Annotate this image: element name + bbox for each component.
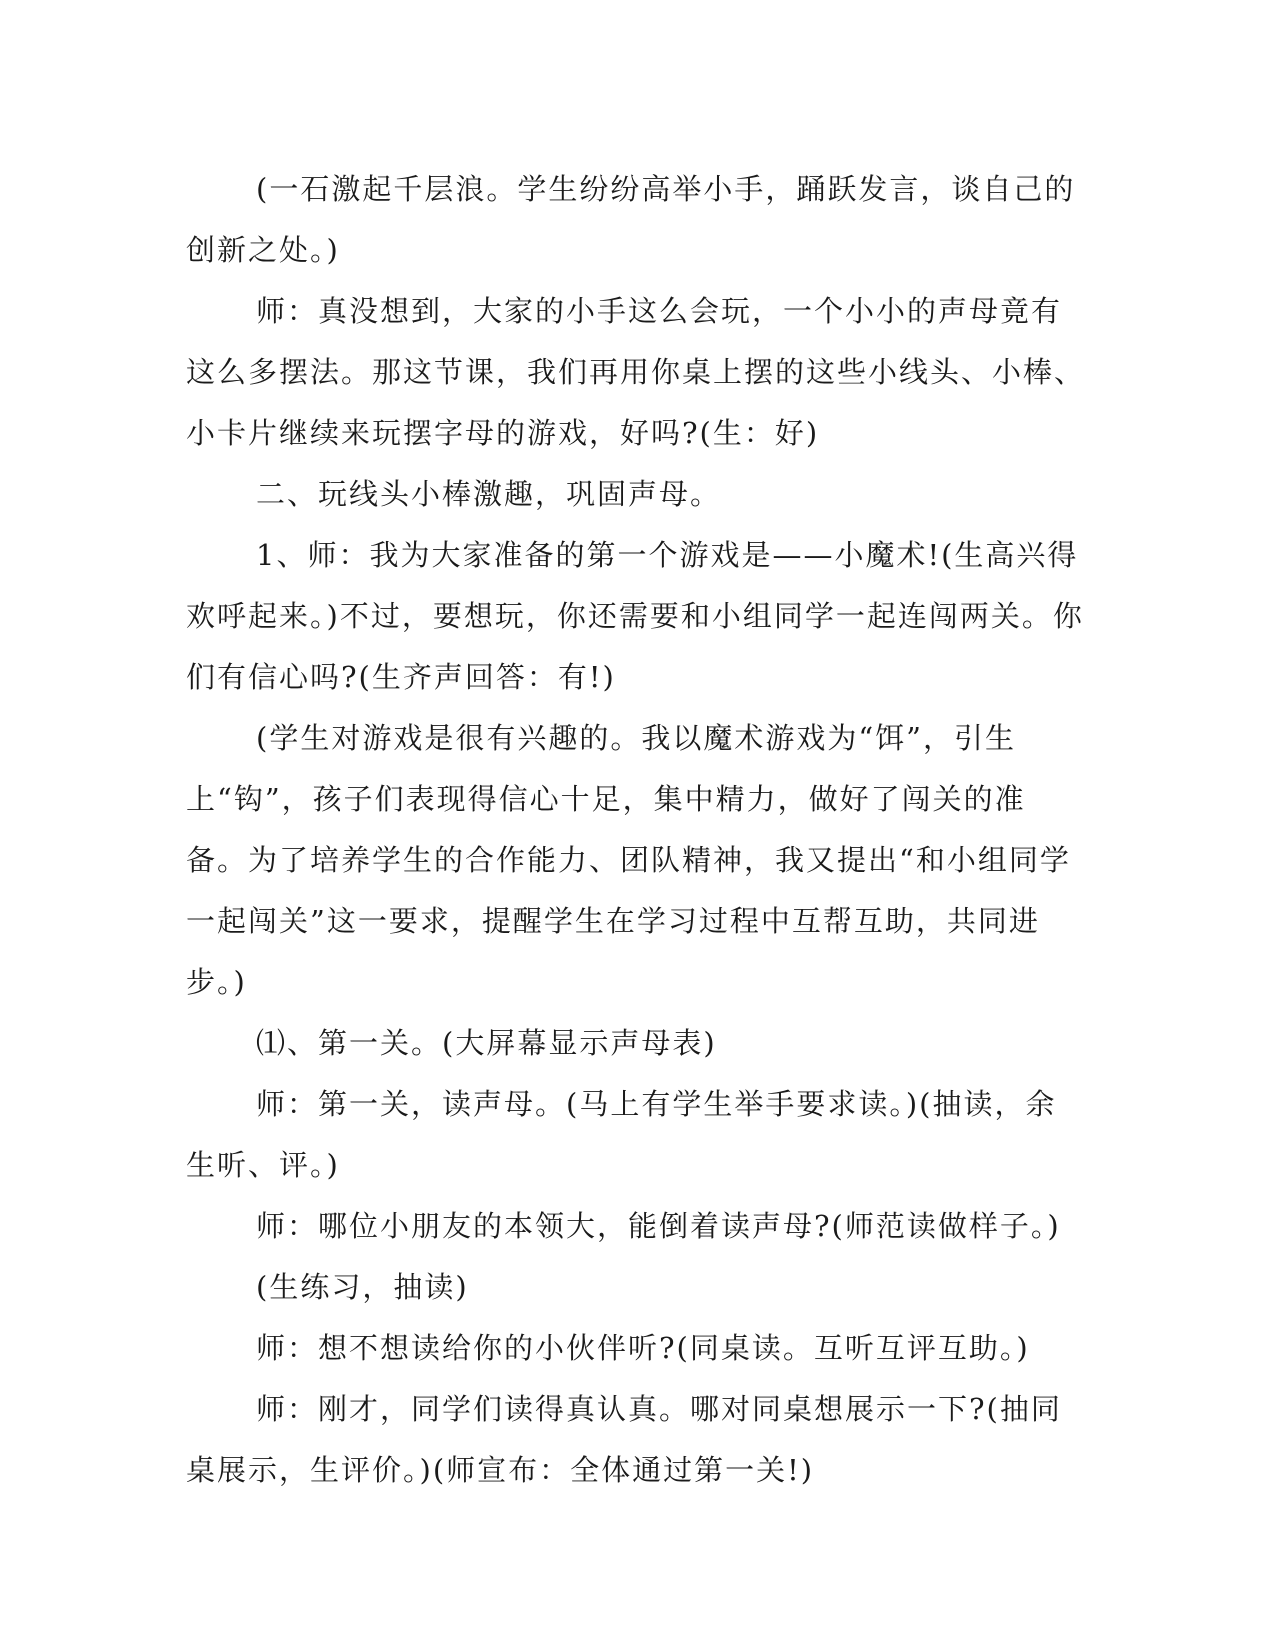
paragraph: ⑴、第一关。(大屏幕显示声母表): [256, 1026, 717, 1060]
paragraph: (一石激起千层浪。学生纷纷高举小手，踊跃发言，谈自己的创新之处。): [186, 172, 1076, 267]
paragraph: (学生对游戏是很有兴趣的。我以魔术游戏为“饵”，引生上“钩”，孩子们表现得信心十足，集中精力，做好了闯关的准备。为了培养学生的合作能力、团队精神，我又提出“和小组同学一起闯关”这一要求，提醒学生在学习过程中互帮互助，共同进步。): [186, 721, 1071, 999]
paragraph: 1、师：我为大家准备的第一个游戏是——小魔术!(生高兴得欢呼起来。)不过，要想玩，你还需要和小组同学一起连闯两关。你们有信心吗?(生齐声回答：有!): [186, 538, 1084, 694]
paragraph: 师：第一关，读声母。(马上有学生举手要求读。)(抽读，余生听、评。): [186, 1087, 1057, 1182]
document-body: [186, 159, 1086, 1501]
paragraph: 师：想不想读给你的小伙伴听?(同桌读。互听互评互助。): [256, 1331, 1030, 1365]
paragraph: 二、玩线头小棒激趣，巩固声母。: [256, 477, 722, 511]
paragraph: 师：刚才，同学们读得真认真。哪对同桌想展示一下?(抽同桌展示，生评价。)(师宣布：全体通过第一关!): [186, 1392, 1062, 1487]
paragraph: (生练习，抽读): [256, 1270, 469, 1304]
paragraph: 师：哪位小朋友的本领大，能倒着读声母?(师范读做样子。): [256, 1209, 1061, 1243]
paragraph: 师：真没想到，大家的小手这么会玩，一个小小的声母竟有这么多摆法。那这节课，我们再用你桌上摆的这些小线头、小棒、小卡片继续来玩摆字母的游戏，好吗?(生：好): [186, 294, 1086, 450]
